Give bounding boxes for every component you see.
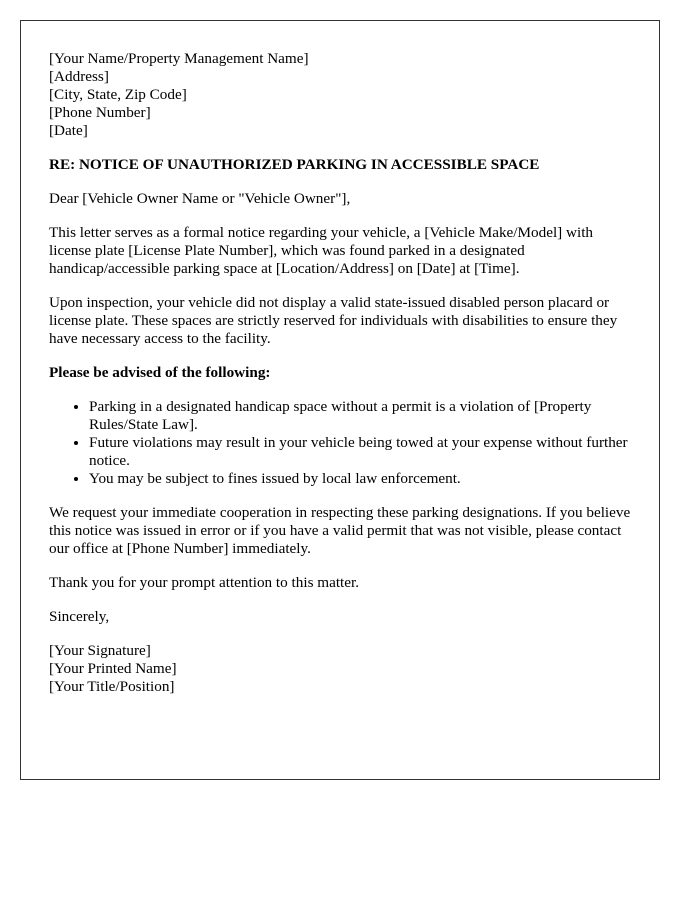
paragraph-inspection: Upon inspection, your vehicle did not display a valid state-issued disabled person placard or license plate. These spaces are strictly reserved for individuals with disabilities to ensure they have necessary access to the facility. (49, 294, 618, 347)
sender-name: [Your Name/Property Management Name] (49, 50, 309, 67)
subject-line: RE: NOTICE OF UNAUTHORIZED PARKING IN ACCESSIBLE SPACE (49, 156, 540, 173)
advised-heading: Please be advised of the following: (49, 364, 271, 381)
paragraph-notice: This letter serves as a formal notice regarding your vehicle, a [Vehicle Make/Model] with license plate [License Plate Number], which was found parked in a designated handicap/accessible parking space at [Location/Address] on [Date] at [Time]. (49, 224, 594, 277)
advisory-list (49, 398, 631, 488)
sender-date: [Date] (49, 122, 88, 139)
signoff: Sincerely, (49, 608, 110, 625)
sender-phone: [Phone Number] (49, 104, 151, 121)
sender-city-state-zip: [City, State, Zip Code] (49, 86, 187, 103)
list-item: • Parking in a designated handicap space without a permit is a violation of [Property Rules/State Law]. (89, 398, 631, 434)
sender-block (49, 50, 631, 140)
list-item: • Future violations may result in your vehicle being towed at your expense without further notice. (89, 434, 631, 470)
salutation: Dear [Vehicle Owner Name or "Vehicle Owner"], (49, 190, 351, 207)
title-position: [Your Title/Position] (49, 678, 175, 695)
list-item: • You may be subject to fines issued by local law enforcement. (89, 470, 631, 488)
signature-block (49, 642, 631, 696)
paragraph-cooperation: We request your immediate cooperation in respecting these parking designations. If you believe this notice was issued in error or if you have a valid permit that was not visible, please contact our office at [Phone Number] immediately. (49, 504, 631, 557)
signature-placeholder: [Your Signature] (49, 642, 151, 659)
printed-name: [Your Printed Name] (49, 660, 177, 677)
paragraph-thanks: Thank you for your prompt attention to this matter. (49, 574, 360, 591)
sender-address: [Address] (49, 68, 109, 85)
letter-page (20, 20, 660, 780)
